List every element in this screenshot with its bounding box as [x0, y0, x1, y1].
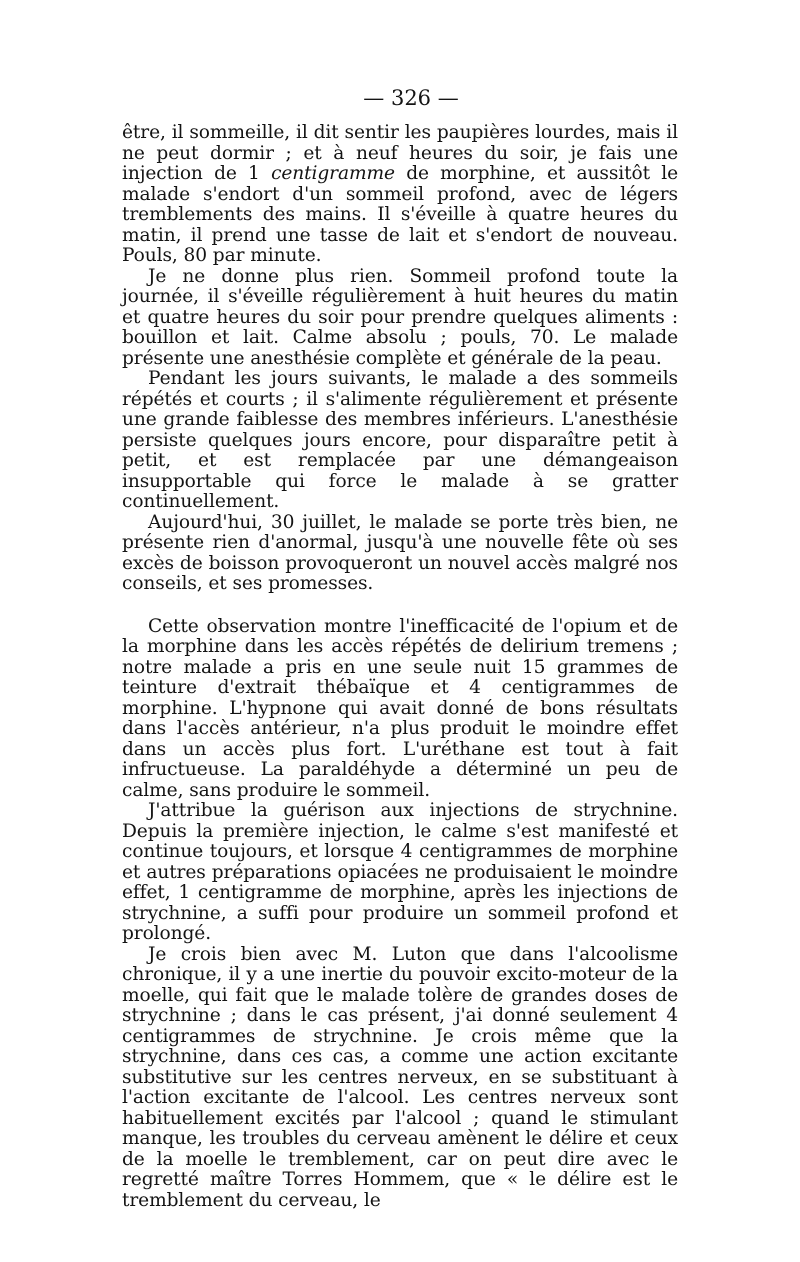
paragraph-3: Pendant les jours suivants, le malade a des sommeils répétés et courts ; il s'alimente régulièrement et présente une grande faiblesse des membres inférieurs. L'anesthésie persiste quelques jours encore, pour disparaître petit à petit, et est remplacée par une démangeaison insupportable qui force le malade à se gratter continuellement.	[122, 368, 678, 512]
paragraph-6: J'attribue la guérison aux injections de strychnine. Depuis la première injection, le calme s'est manifesté et continue toujours, et lorsque 4 centigrammes de morphine et autres préparations opiacées ne produisaient le moindre effet, 1 centigramme de morphine, après les injections de strychnine, a suffi pour produire un sommeil profond et prolongé.	[122, 800, 678, 944]
page-number: — 326 —	[363, 86, 459, 110]
paragraph-1-text-a: être, il sommeille, il dit sentir les paupières lourdes, mais il ne peut dormir ; et à neuf heures du soir, je fais une injection de 1	[122, 122, 678, 184]
paragraph-7: Je crois bien avec M. Luton que dans l'alcoolisme chronique, il y a une inertie du pouvoir excito-moteur de la moelle, qui fait que le malade tolère de grandes doses de strychnine ; dans le cas présent, j'ai donné seulement 4 centigrammes de strychnine. Je crois même que la strychnine, dans ces cas, a comme une action excitante substitutive sur les centres nerveux, en se substituant à l'action excitante de l'alcool. Les centres nerveux sont habituellement excités par l'alcool ; quand le stimulant manque, les troubles du cerveau amènent le délire et ceux de la moelle le tremblement, car on peut dire avec le regretté maître Torres Hommem, que « le délire est le tremblement du cerveau, le	[122, 943, 678, 1211]
paragraph-2: Je ne donne plus rien. Sommeil profond toute la journée, il s'éveille régulièrement à huit heures du matin et quatre heures du soir pour prendre quelques aliments : bouillon et lait. Calme absolu ; pouls, 70. Le malade présente une anesthésie complète et générale de la peau.	[122, 265, 678, 369]
paragraph-1-italic-term: centigramme	[271, 163, 395, 184]
paragraph-1	[122, 123, 678, 267]
paragraph-4: Aujourd'hui, 30 juillet, le malade se porte très bien, ne présente rien d'anormal, jusqu'à une nouvelle fête où ses excès de boisson provoqueront un nouvel accès malgré nos conseils, et ses promesses.	[122, 511, 678, 594]
paragraph-1-text-b: de morphine, et aussitôt le malade s'endort d'un sommeil profond, avec de légers tremblements des mains. Il s'éveille à quatre heures du matin, il prend une tasse de lait et s'endort de nouveau. Pouls, 80 par minute.	[122, 163, 678, 266]
book-page	[122, 86, 678, 1211]
section-gap	[122, 595, 678, 617]
paragraph-5: Cette observation montre l'inefficacité de l'opium et de la morphine dans les accès répétés de delirium tremens ; notre malade a pris en une seule nuit 15 grammes de teinture d'extrait thébaïque et 4 centigrammes de morphine. L'hypnone qui avait donné de bons résultats dans l'accès antérieur, n'a plus produit le moindre effet dans un accès plus fort. L'uréthane est tout à fait infructueuse. La paraldéhyde a déterminé un peu de calme, sans produire le sommeil.	[122, 615, 678, 801]
